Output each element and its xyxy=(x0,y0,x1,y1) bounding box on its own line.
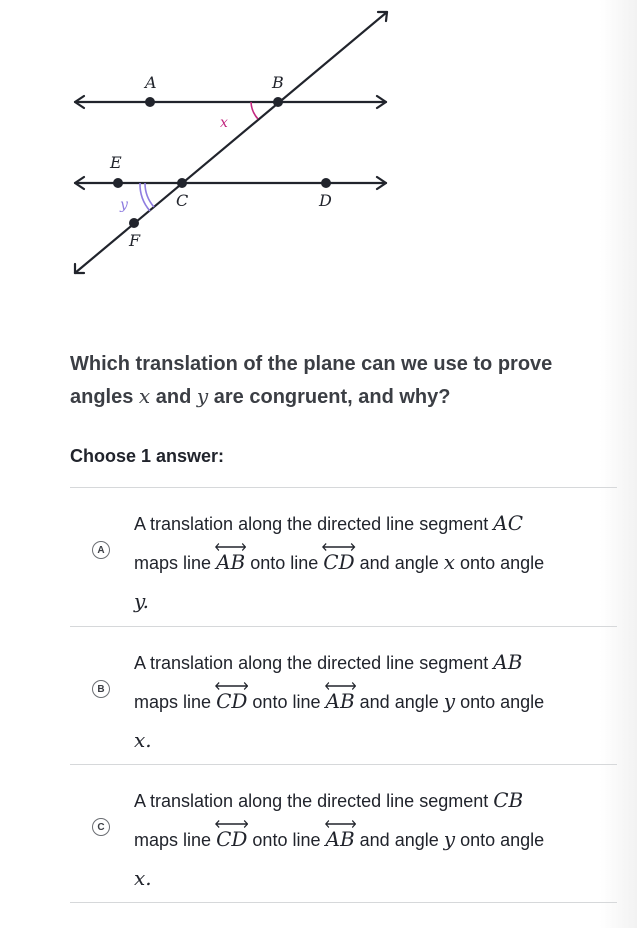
choice-b[interactable] xyxy=(70,627,617,765)
point-b xyxy=(273,97,283,107)
label-a: A xyxy=(145,73,157,92)
geometry-figure xyxy=(0,0,420,300)
choose-prompt: Choose 1 answer: xyxy=(70,446,225,466)
label-f: F xyxy=(129,231,141,250)
angle-y-arc xyxy=(145,183,154,207)
line-arrow-icon xyxy=(325,681,356,691)
choice-text: A translation along the directed line segment CB maps line CD onto line AB and angle y onto angle x. xyxy=(134,788,545,890)
label-d: D xyxy=(319,191,332,210)
question-text xyxy=(70,348,610,413)
line-arrow-icon xyxy=(215,681,248,691)
choice-radio-c[interactable]: C xyxy=(92,818,110,836)
choice-text: A translation along the directed line segment AC maps line AB onto line CD and angle x onto angle y. xyxy=(134,511,545,613)
choice-a[interactable] xyxy=(70,488,617,626)
line-arrow-icon xyxy=(215,819,248,829)
transversal-line xyxy=(75,12,387,273)
question-line-1: Which translation of the plane can we use to prove xyxy=(70,353,553,375)
label-angle-y: y xyxy=(120,197,128,213)
question-word: angles xyxy=(70,386,134,408)
math-var: x xyxy=(138,384,151,408)
point-a xyxy=(145,97,155,107)
angle-x-arc xyxy=(251,102,258,119)
line-arrow-icon xyxy=(325,819,356,829)
divider xyxy=(70,902,617,903)
line-arrow-icon xyxy=(215,542,246,552)
label-angle-x: x xyxy=(220,115,228,131)
choice-text: A translation along the directed line segment AB maps line CD onto line AB and angle y onto angle x. xyxy=(134,650,545,752)
label-e: E xyxy=(110,153,122,172)
label-c: C xyxy=(176,191,189,210)
line-arrow-icon xyxy=(322,542,355,552)
label-b: B xyxy=(272,73,284,92)
point-e xyxy=(113,178,123,188)
question-word: are congruent, and why? xyxy=(213,386,451,408)
point-c xyxy=(177,178,187,188)
question-word: and xyxy=(155,386,192,408)
choice-c[interactable] xyxy=(70,765,617,903)
choice-radio-a[interactable]: A xyxy=(92,541,110,559)
point-d xyxy=(321,178,331,188)
math-var: y xyxy=(196,384,209,408)
point-f xyxy=(129,218,139,228)
choice-radio-b[interactable]: B xyxy=(92,680,110,698)
